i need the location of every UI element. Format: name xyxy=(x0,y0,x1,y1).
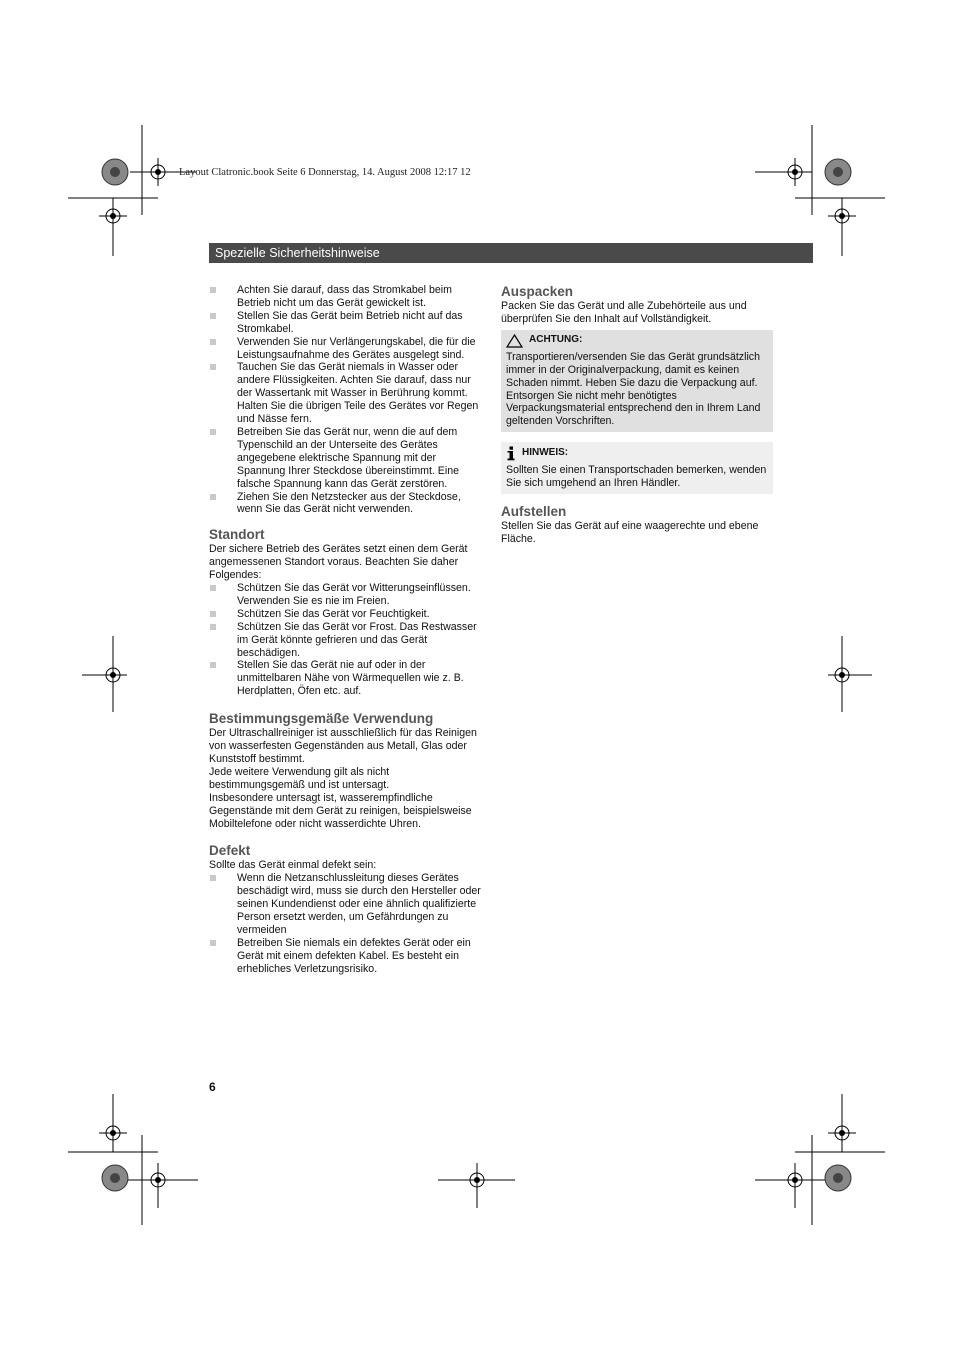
bullet-square-icon xyxy=(210,662,216,668)
list-item: Achten Sie darauf, dass das Stromkabel beim Betrieb nicht um das Gerät gewickelt ist. xyxy=(209,284,481,310)
achtung-box xyxy=(501,330,773,432)
defekt-bullet-list xyxy=(209,872,481,975)
bullet-square-icon xyxy=(210,585,216,591)
bullet-square-icon xyxy=(210,313,216,319)
bullet-square-icon xyxy=(210,287,216,293)
hinweis-box xyxy=(501,442,773,494)
bullet-square-icon xyxy=(210,940,216,946)
heading-aufstellen: Aufstellen xyxy=(501,504,567,520)
info-icon xyxy=(506,446,516,461)
heading-auspacken: Auspacken xyxy=(501,284,574,299)
achtung-title: ACHTUNG: xyxy=(506,334,768,348)
defekt-intro: Sollte das Gerät einmal defekt sein: xyxy=(209,859,377,872)
list-item: Stellen Sie das Gerät nie auf oder in der unmittelbaren Nähe von Wärmequellen wie z. B. Herdplatten, Öfen etc. auf. xyxy=(209,659,481,698)
auspacken-text: Packen Sie das Gerät und alle Zubehörteile aus und überprüfen Sie den Inhalt auf Vollständigkeit. xyxy=(501,300,747,325)
bullet-square-icon xyxy=(210,875,216,881)
list-item: Ziehen Sie den Netzstecker aus der Steckdose, wenn Sie das Gerät nicht verwenden. xyxy=(209,491,481,517)
left-column xyxy=(209,284,481,976)
page-number: 6 xyxy=(209,1080,216,1094)
verwendung-paragraph-1: Der Ultraschallreiniger ist ausschließlich für das Reinigen von wasserfesten Gegenständen aus Metall, Glas oder Kunststoff bestimmt. xyxy=(209,727,477,765)
list-item: Wenn die Netzanschlussleitung dieses Gerätes beschädigt wird, muss sie durch den Hersteller oder seinen Kundendienst oder eine ähnlich qualifizierte Person ersetzt werden, um Gefährdungen zu vermeiden xyxy=(209,872,481,937)
hinweis-text: Sollten Sie einen Transportschaden bemerken, wenden Sie sich umgehend an Ihren Händler. xyxy=(506,464,767,490)
section-header: Spezielle Sicherheitshinweise xyxy=(209,243,813,263)
list-item: Verwenden Sie nur Verlängerungskabel, die für die Leistungsaufnahme des Gerätes ausgelegt sind. xyxy=(209,336,481,362)
heading-defekt: Defekt xyxy=(209,843,251,859)
list-item: Schützen Sie das Gerät vor Frost. Das Restwasser im Gerät könnte gefrieren und das Gerät beschädigen. xyxy=(209,621,481,660)
bullet-square-icon xyxy=(210,429,216,435)
heading-standort: Standort xyxy=(209,527,265,543)
list-item: Betreiben Sie das Gerät nur, wenn die auf dem Typenschild an der Unterseite des Gerätes angegebene elektrische Spannung mit der Spannung Ihrer Steckdose übereinstimmt. Eine falsche Spannung kann das Gerät zerstören. xyxy=(209,426,481,491)
standort-bullet-list xyxy=(209,582,481,698)
right-column xyxy=(501,284,773,546)
slug-line: Layout Clatronic.book Seite 6 Donnerstag, 14. August 2008 12:17 12 xyxy=(179,167,471,178)
verwendung-paragraph-3: Insbesondere untersagt ist, wasserempfindliche Gegenstände mit dem Gerät zu reinigen, beispielsweise Mobiltelefone oder nicht wasserdichte Uhren. xyxy=(209,791,472,830)
verwendung-paragraph-2: Jede weitere Verwendung gilt als nicht bestimmungsgemäß und ist untersagt. xyxy=(209,765,390,791)
heading-verwendung: Bestimmungsgemäße Verwendung xyxy=(209,711,434,727)
list-item: Stellen Sie das Gerät beim Betrieb nicht auf das Stromkabel. xyxy=(209,310,481,336)
bullet-square-icon xyxy=(210,364,216,370)
list-item: Betreiben Sie niemals ein defektes Gerät oder ein Gerät mit einem defekten Kabel. Es besteht ein erhebliches Verletzungsrisiko. xyxy=(209,937,481,976)
standort-intro: Der sichere Betrieb des Gerätes setzt einen dem Gerät angemessenen Standort voraus. Beachten Sie daher Folgendes: xyxy=(209,543,468,582)
hinweis-title: HINWEIS: xyxy=(506,446,768,461)
bullet-square-icon xyxy=(210,339,216,345)
warning-triangle-icon xyxy=(506,334,523,348)
bullet-square-icon xyxy=(210,624,216,630)
bullet-square-icon xyxy=(210,494,216,500)
list-item: Tauchen Sie das Gerät niemals in Wasser oder andere Flüssigkeiten. Achten Sie darauf, dass nur der Wassertank mit Wasser in Berührung kommt. Halten Sie die übrigen Teile des Gerätes vor Regen und Nässe fern. xyxy=(209,361,481,426)
bullet-square-icon xyxy=(210,611,216,617)
achtung-paragraph-2: Entsorgen Sie nicht mehr benötigtes Verpackungsmaterial entsprechend den in Ihrem Land geltenden Vorschriften. xyxy=(506,389,761,428)
aufstellen-text: Stellen Sie das Gerät auf eine waagerechte und ebene Fläche. xyxy=(501,520,759,545)
achtung-paragraph-1: Transportieren/versenden Sie das Gerät grundsätzlich immer in der Originalverpackung, damit es keinen Schaden nimmt. Heben Sie dazu die Verpackung auf. xyxy=(506,350,760,389)
list-item: Schützen Sie das Gerät vor Feuchtigkeit. xyxy=(209,608,481,621)
intro-bullet-list xyxy=(209,284,481,516)
list-item: Schützen Sie das Gerät vor Witterungseinflüssen. Verwenden Sie es nie im Freien. xyxy=(209,582,481,608)
